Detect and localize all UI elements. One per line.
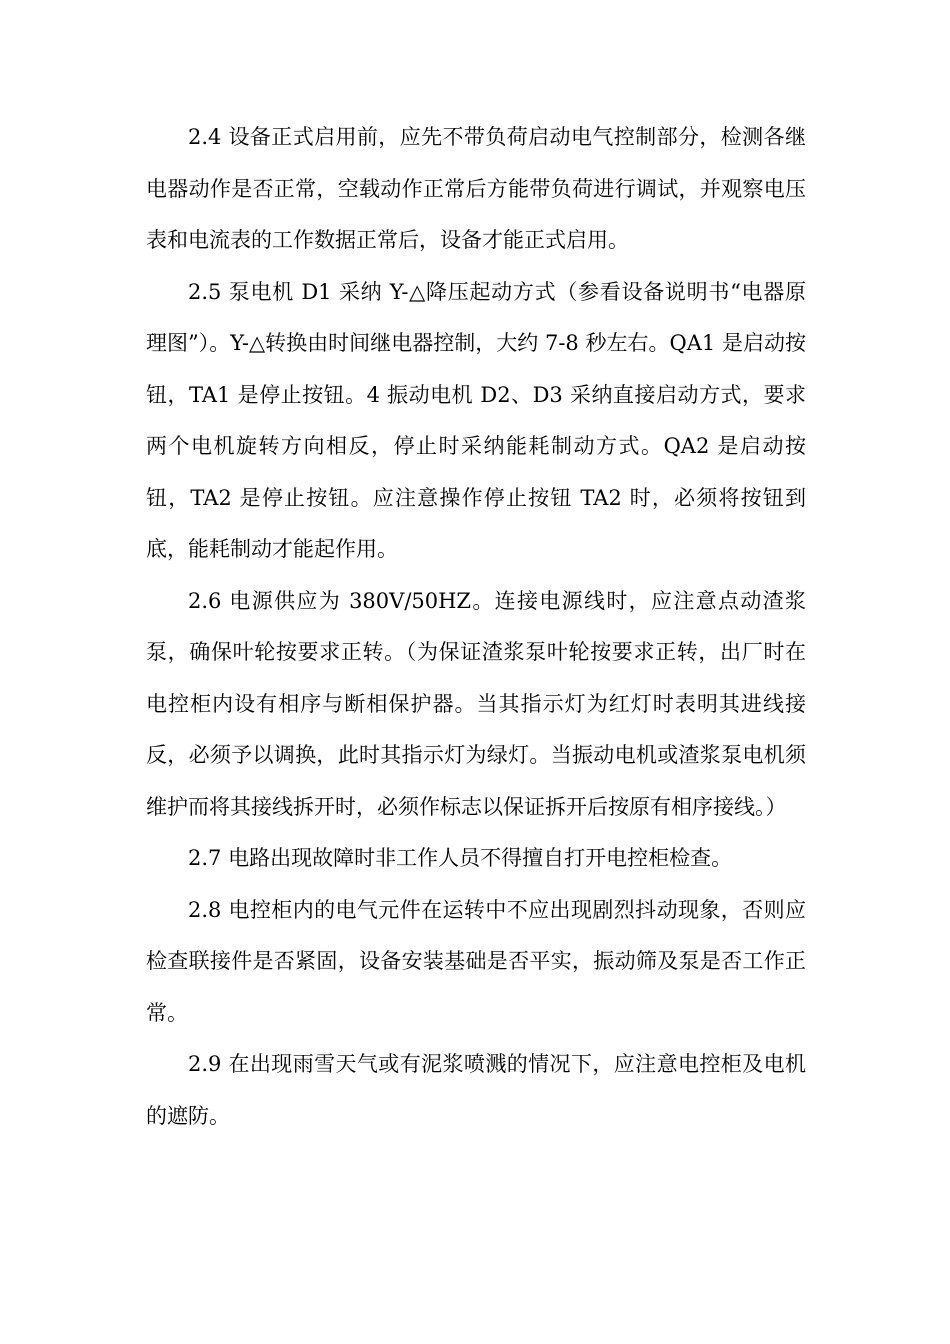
paragraph-2-4: 2.4 设备正式启用前，应先不带负荷启动电气控制部分，检测各继电器动作是否正常，空载动作正常后方能带负荷进行调试，并观察电压表和电流表的工作数据正常后，设备才能正式启用。: [146, 125, 806, 252]
paragraph-2-9: 2.9 在出现雨雪天气或有泥浆喷溅的情况下，应注意电控柜及电机的遮防。: [146, 1052, 806, 1128]
paragraph-2-8: 2.8 电控柜内的电气元件在运转中不应出现剧烈抖动现象，否则应检查联接件是否紧固，设备安装基础是否平实，振动筛及泵是否工作正常。: [146, 897, 806, 1025]
paragraph-2-5: 2.5 泵电机 D1 采纳 Y-△降压起动方式（参看设备说明书“电器原理图”）。Y-△转换由时间继电器控制，大约 7-8 秒左右。QA1 是启动按钮，TA1 是停止按钮。4 振动电机 D2、D3 采纳直接启动方式，要求两个电机旋转方向相反，停止时采纳能耗制动方式。QA2 是启动按钮，TA2 是停止按钮。应注意操作停止按钮 TA2 时，必须将按钮到底，能耗制动才能起作用。: [146, 279, 806, 561]
paragraph-2-6: 2.6 电源供应为 380V/50HZ。连接电源线时，应注意点动渣浆泵，确保叶轮按要求正转。（为保证渣浆泵叶轮按要求正转，出厂时在电控柜内设有相序与断相保护器。当其指示灯为红灯时表明其进线接反，必须予以调换，此时其指示灯为绿灯。当振动电机或渣浆泵电机须维护而将其接线拆开时，必须作标志以保证拆开后按原有相序接线。）: [146, 588, 806, 819]
document-body: [146, 112, 806, 1142]
paragraph-2-7: 2.7 电路出现故障时非工作人员不得擅自打开电控柜检查。: [188, 846, 733, 870]
